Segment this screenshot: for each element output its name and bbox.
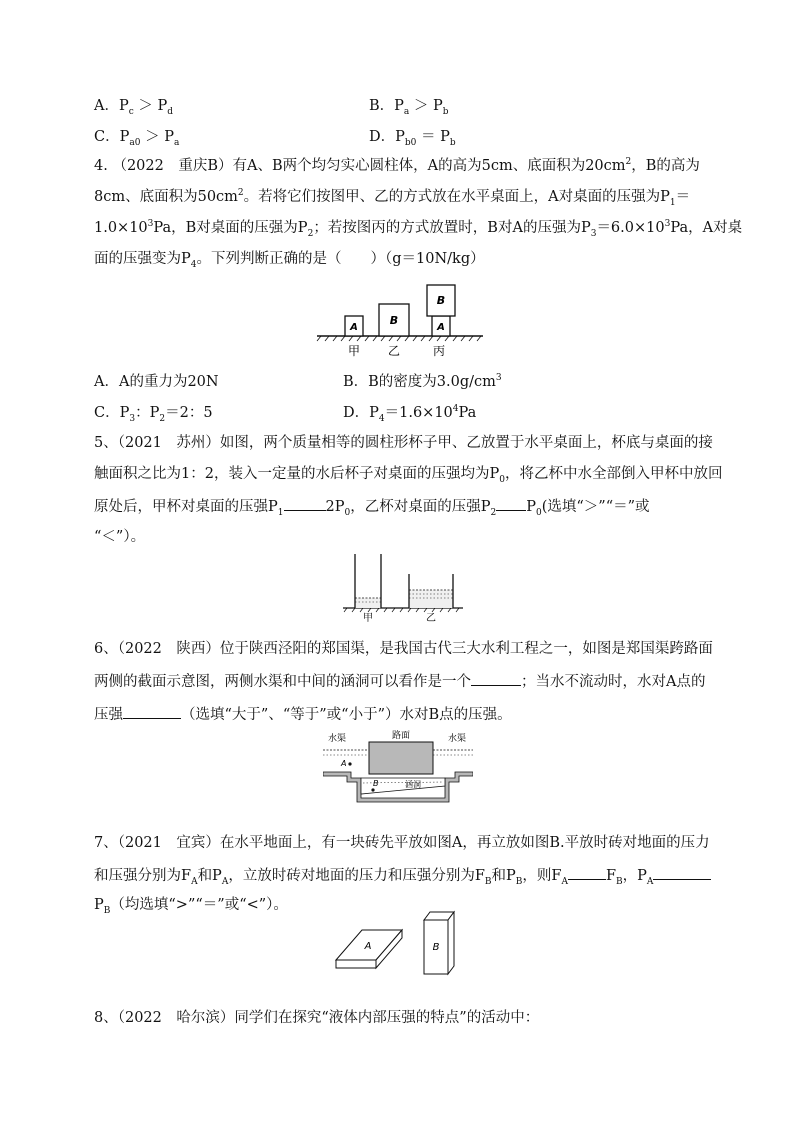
road-block <box>369 742 433 774</box>
q7-blank-2[interactable] <box>653 864 711 880</box>
q8-line-1: 8、（2022 哈尔滨）同学们在探究“液体内部压强的特点”的活动中： <box>94 1010 540 1026</box>
q7-blank-1[interactable] <box>568 864 606 880</box>
water-jia <box>355 598 381 608</box>
q3-option-d: D．$P_{b0} = P_b$ <box>369 129 456 148</box>
svg-text:路面: 路面 <box>391 731 411 741</box>
q7-line-2: 和压强分别为$F_A$和$P_A$，立放时砖对地面的压力和压强分别为$F_B$和$P_B$，则$F_A$ $F_B$，$P_A$ <box>94 864 711 886</box>
q6-blank-1[interactable] <box>471 670 521 686</box>
q3-option-c: C．$P_{a0} > P_a$ <box>94 129 180 148</box>
q5-line-3: 原处后，甲杯对桌面的压强$P_1$ $2P_0$，乙杯对桌面的压强$P_2$ $P_0$(选填“＞”“＝”或 <box>94 495 650 517</box>
svg-text:B: B <box>432 942 440 953</box>
q4-line-2: 8cm、底面积为$50cm^2$。若将它们按图甲、乙的方式放在水平桌面上，A对桌面的压强为$P_1=$ <box>94 188 691 208</box>
q6-line-3: 压强 （选填“大于”、“等于”或“小于”）水对B点的压强。 <box>94 703 512 725</box>
svg-text:A: A <box>350 322 358 333</box>
q3-option-b: B．$P_a > P_b$ <box>369 98 449 117</box>
q4-option-a: A．A的重力为20N <box>94 374 219 390</box>
svg-text:B: B <box>373 779 379 788</box>
svg-text:A: A <box>364 941 372 952</box>
q4-line-3: $1.0\times 10^3Pa$，B对桌面的压强为$P_2$；若按图丙的方式放置时，B对A的压强为$P_3=6.0\times 10^3Pa$，A对桌 <box>94 219 743 239</box>
q4-line-4: 面的压强变为$P_4$。下列判断正确的是（ ）（g＝10N/kg） <box>94 251 485 270</box>
svg-text:B: B <box>436 294 446 307</box>
q5-line-2: 触面积之比为1：2，装入一定量的水后杯子对桌面的压强均为$P_0$，将乙杯中水全部倒入甲杯中放回 <box>94 466 723 485</box>
q6-blank-2[interactable] <box>123 703 181 719</box>
svg-text:水渠: 水渠 <box>447 734 467 744</box>
q5-blank-2[interactable] <box>496 495 526 511</box>
q4-option-c: C．$P_3$：$P_2=2$：5 <box>94 405 213 424</box>
q7-line-3: $P_B$（均选填“>”“＝”或“<”）。 <box>94 897 288 916</box>
q4-line-1: 4. （2022 重庆B）有A、B两个均匀实心圆柱体，A的高为5cm、底面积为$20cm^2$，B的高为 <box>94 157 700 174</box>
q6-line-1: 6、（2022 陕西）位于陕西泾阳的郑国渠，是我国古代三大水利工程之一，如图是郑国渠跨路面 <box>94 641 713 657</box>
svg-text:甲: 甲 <box>347 344 361 358</box>
svg-text:乙: 乙 <box>387 344 401 358</box>
svg-text:A: A <box>437 322 445 333</box>
q5-figure <box>343 552 463 624</box>
water-yi <box>409 590 453 608</box>
q4-option-b: B．B的密度为$3.0g/cm^3$ <box>343 373 502 390</box>
q6-figure <box>323 728 473 808</box>
q3-option-a: A．$P_c > P_d$ <box>94 98 174 117</box>
q4-figure <box>315 283 485 361</box>
point-a <box>348 762 351 765</box>
svg-text:B: B <box>389 314 399 327</box>
q4-option-d: D．$P_4=1.6\times 10^4Pa$ <box>343 404 477 424</box>
q5-line-4: “＜”）。 <box>94 529 146 545</box>
svg-text:A: A <box>341 759 347 768</box>
svg-text:涵洞: 涵洞 <box>405 780 421 789</box>
q7-figure <box>330 908 480 983</box>
svg-text:乙: 乙 <box>426 613 436 624</box>
svg-text:甲: 甲 <box>363 613 373 624</box>
q5-line-1: 5、（2021 苏州）如图，两个质量相等的圆柱形杯子甲、乙放置于水平桌面上，杯底与桌面的接 <box>94 435 713 451</box>
q6-line-2: 两侧的截面示意图，两侧水渠和中间的涵洞可以看作是一个 ；当水不流动时，水对A点的 <box>94 670 705 692</box>
q7-line-1: 7、（2021 宜宾）在水平地面上，有一块砖先平放如图A，再立放如图B.平放时砖对地面的压力 <box>94 835 710 851</box>
q5-blank-1[interactable] <box>284 495 326 511</box>
point-b <box>371 788 374 791</box>
svg-text:水渠: 水渠 <box>327 734 347 744</box>
svg-text:丙: 丙 <box>432 344 446 358</box>
